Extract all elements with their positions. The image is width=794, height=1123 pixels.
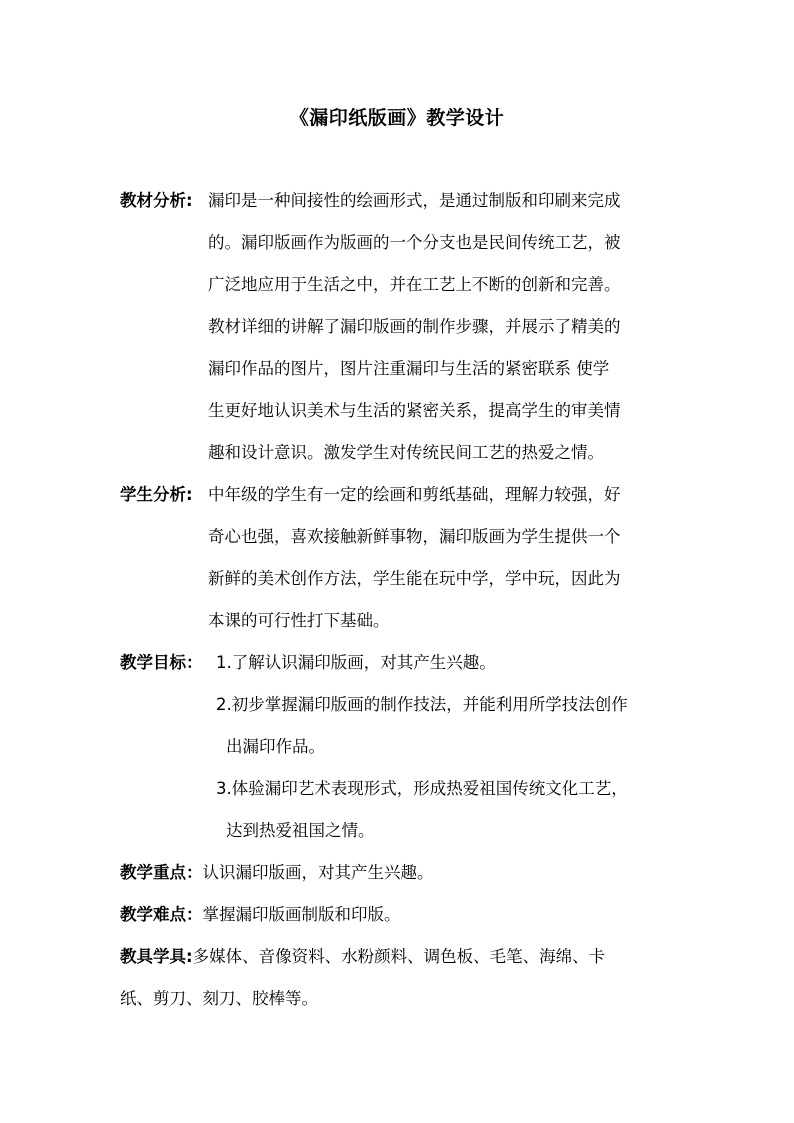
text-line: 广泛地应用于生活之中，并在工艺上不断的创新和完善。	[208, 275, 621, 294]
text-line: 生更好地认识美术与生活的紧密关系，提高学生的审美情	[208, 401, 621, 420]
tools-continuation: 纸、剪刀、刻刀、胶棒等。	[120, 989, 318, 1008]
tools-text: 多媒体、音像资料、水粉颜料、调色板、毛笔、海绵、卡	[192, 947, 606, 966]
text-line: 漏印是一种间接性的绘画形式，是通过制版和印刷来完成	[208, 191, 621, 210]
text-line: 漏印作品的图片，图片注重漏印与生活的紧密联系 使学	[208, 359, 610, 378]
difficulty-row	[120, 894, 700, 936]
material-analysis-label: 教材分析:	[120, 191, 193, 210]
text-line: 奇心也强，喜欢接触新鲜事物，漏印版画为学生提供一个	[208, 527, 621, 546]
text-line: 新鲜的美术创作方法，学生能在玩中学，学中玩，因此为	[208, 569, 621, 588]
goal-item: 1.了解认识漏印版画，对其产生兴趣。	[216, 653, 496, 672]
text-line: 中年级的学生有一定的绘画和剪纸基础，理解力较强，好	[208, 485, 621, 504]
key-point-label: 教学重点：	[120, 863, 203, 882]
goal-item-continuation: 出漏印作品。	[226, 737, 325, 756]
document-title: 《漏印纸版画》教学设计	[289, 107, 505, 129]
document-body	[120, 180, 700, 1020]
goal-item: 2.初步掌握漏印版画的制作技法，并能利用所学技法创作	[216, 695, 628, 714]
material-analysis-section	[120, 180, 700, 474]
teaching-goals-label: 教学目标：	[120, 653, 203, 672]
text-line: 教材详细的讲解了漏印版画的制作步骤，并展示了精美的	[208, 317, 621, 336]
difficulty-text: 掌握漏印版画制版和印版。	[202, 905, 401, 924]
teaching-goals-list	[216, 642, 700, 852]
material-analysis-text	[208, 180, 700, 474]
text-line: 趣和设计意识。激发学生对传统民间工艺的热爱之情。	[208, 443, 604, 462]
teaching-goals-section	[120, 642, 700, 852]
student-analysis-section	[120, 474, 700, 642]
student-analysis-label: 学生分析:	[120, 485, 193, 504]
difficulty-label: 教学难点：	[120, 905, 203, 924]
text-line: 本课的可行性打下基础。	[208, 611, 390, 630]
key-point-row	[120, 852, 700, 894]
goal-item-continuation: 达到热爱祖国之情。	[226, 821, 375, 840]
text-line: 的。漏印版画作为版画的一个分支也是民间传统工艺，被	[208, 233, 621, 252]
student-analysis-text	[208, 474, 700, 642]
key-point-text: 认识漏印版画，对其产生兴趣。	[202, 863, 434, 882]
goal-item: 3.体验漏印艺术表现形式，形成热爱祖国传统文化工艺，	[216, 779, 628, 798]
tools-label: 教具学具:	[120, 947, 193, 966]
tools-row	[120, 936, 700, 978]
